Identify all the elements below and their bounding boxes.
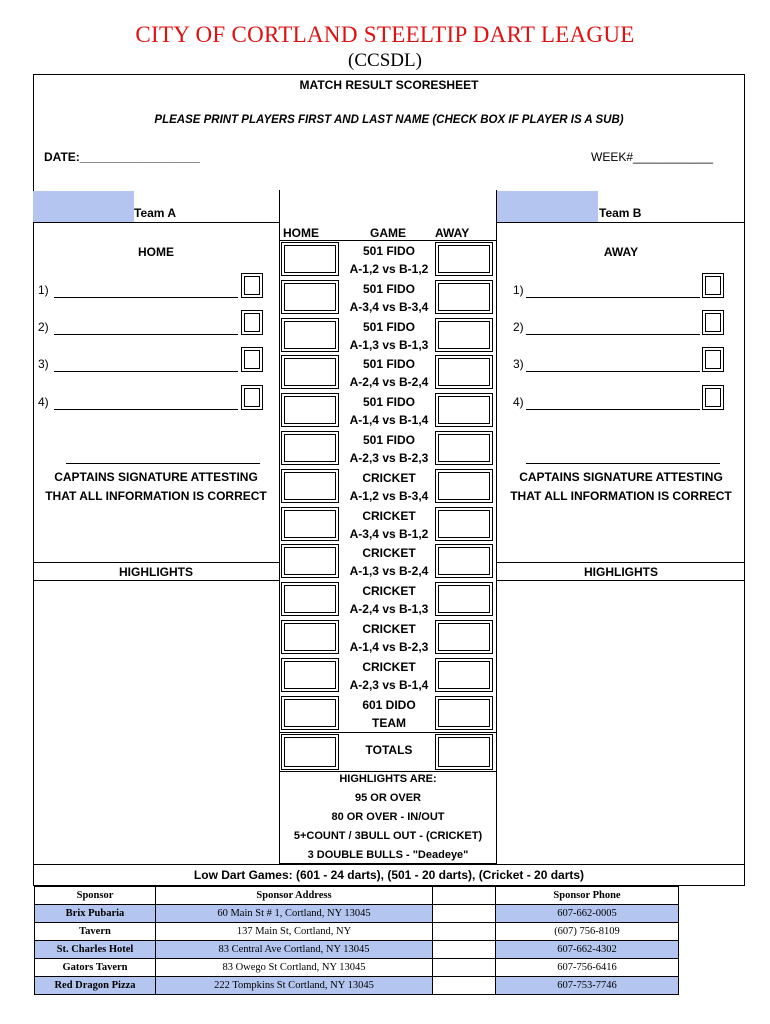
sponsor-row <box>35 941 679 959</box>
sponsor-address: 83 Owego St Cortland, NY 13045 <box>156 959 433 977</box>
sponsor-row <box>35 905 679 923</box>
team-a-player-3: 3) <box>38 357 49 371</box>
team-b-label: Team B <box>599 206 642 220</box>
team-a-signature-line[interactable] <box>66 463 260 464</box>
team-a-signature-text-1: CAPTAINS SIGNATURE ATTESTING <box>54 470 258 484</box>
team-b-player-3-sub-checkbox[interactable] <box>702 347 724 372</box>
team-b-player-4-line[interactable] <box>526 408 700 410</box>
highlights-info-line-1: HIGHLIGHTS ARE: <box>339 773 437 785</box>
team-a-player-2-sub-checkbox[interactable] <box>241 310 263 335</box>
game-matchup: A-3,4 vs B-1,2 <box>349 527 429 541</box>
away-score-box[interactable] <box>435 318 493 352</box>
away-score-box[interactable] <box>435 431 493 465</box>
team-b-player-4-sub-checkbox[interactable] <box>702 385 724 410</box>
away-score-box[interactable] <box>435 280 493 314</box>
highlights-info-line-3: 80 OR OVER - IN/OUT <box>331 811 445 823</box>
game-matchup: TEAM <box>372 716 406 730</box>
game-matchup: A-2,4 vs B-1,3 <box>349 602 429 616</box>
league-abbreviation: (CCSDL) <box>348 50 422 71</box>
low-dart-line <box>33 864 745 865</box>
team-b-player-2: 2) <box>513 320 524 334</box>
game-type: CRICKET <box>362 584 416 598</box>
home-totals-box[interactable] <box>281 734 339 770</box>
highlights-info-line-2: 95 OR OVER <box>354 792 422 804</box>
game-type: 501 FIDO <box>362 357 416 371</box>
game-matchup: A-1,2 vs B-1,2 <box>349 262 429 276</box>
team-a-side-label: HOME <box>138 245 174 259</box>
sponsor-phone-header: Sponsor Phone <box>496 887 679 905</box>
team-b-signature-text-2: THAT ALL INFORMATION IS CORRECT <box>510 489 732 503</box>
sponsor-header: Sponsor <box>35 887 156 905</box>
game-type: CRICKET <box>362 622 416 636</box>
home-score-box[interactable] <box>281 696 339 730</box>
game-matchup: A-1,3 vs B-1,3 <box>349 338 429 352</box>
game-type: 501 FIDO <box>362 282 416 296</box>
team-a-divider <box>279 190 280 772</box>
home-score-box[interactable] <box>281 507 339 541</box>
team-a-player-4-line[interactable] <box>54 408 238 410</box>
sponsor-name: Tavern <box>35 923 156 941</box>
team-a-player-3-line[interactable] <box>54 370 238 372</box>
home-score-box[interactable] <box>281 658 339 692</box>
away-score-box[interactable] <box>435 242 493 276</box>
away-score-box[interactable] <box>435 393 493 427</box>
away-totals-box[interactable] <box>435 734 493 770</box>
game-matchup: A-3,4 vs B-3,4 <box>349 300 429 314</box>
sponsor-name: Brix Pubaria <box>35 905 156 923</box>
game-matchup: A-1,4 vs B-2,3 <box>349 640 429 654</box>
sponsor-row <box>35 977 679 995</box>
team-a-player-1-sub-checkbox[interactable] <box>241 273 263 298</box>
team-a-highlights-line-bottom <box>33 580 279 581</box>
away-score-box[interactable] <box>435 658 493 692</box>
sponsor-name: Red Dragon Pizza <box>35 977 156 995</box>
away-score-box[interactable] <box>435 544 493 578</box>
team-b-signature-text-1: CAPTAINS SIGNATURE ATTESTING <box>519 470 723 484</box>
sponsor-row <box>35 959 679 977</box>
game-type: 501 FIDO <box>362 244 416 258</box>
game-matchup: A-1,2 vs B-3,4 <box>349 489 429 503</box>
team-a-player-4: 4) <box>38 395 49 409</box>
game-type: CRICKET <box>362 660 416 674</box>
team-a-label: Team A <box>134 206 177 220</box>
sponsor-blank-cell <box>433 959 496 977</box>
sponsor-name: St. Charles Hotel <box>35 941 156 959</box>
away-column-header: AWAY <box>435 226 470 240</box>
away-score-box[interactable] <box>435 620 493 654</box>
game-type: 601 DIDO <box>362 698 416 712</box>
home-score-box[interactable] <box>281 355 339 389</box>
home-score-box[interactable] <box>281 582 339 616</box>
sponsor-blank-cell <box>433 977 496 995</box>
home-score-box[interactable] <box>281 620 339 654</box>
sponsor-blank-cell <box>433 941 496 959</box>
sponsor-blank-cell <box>433 905 496 923</box>
home-score-box[interactable] <box>281 431 339 465</box>
team-b-color-swatch <box>497 191 598 222</box>
home-score-box[interactable] <box>281 469 339 503</box>
sponsor-phone: 607-756-6416 <box>496 959 679 977</box>
game-type: 501 FIDO <box>362 320 416 334</box>
center-header-line <box>279 240 496 241</box>
team-b-side-label: AWAY <box>603 245 639 259</box>
home-score-box[interactable] <box>281 280 339 314</box>
home-column-header: HOME <box>283 226 319 240</box>
team-b-player-3: 3) <box>513 357 524 371</box>
game-matchup: A-2,3 vs B-2,3 <box>349 451 429 465</box>
totals-label: TOTALS <box>365 743 413 757</box>
sponsor-phone: 607-662-4302 <box>496 941 679 959</box>
sponsor-header-row <box>35 887 679 905</box>
team-b-player-3-line[interactable] <box>526 370 700 372</box>
low-dart-games: Low Dart Games: (601 - 24 darts), (501 - 20 darts), (Cricket - 20 darts) <box>193 868 585 882</box>
game-column-header: GAME <box>370 226 406 240</box>
team-b-player-1-sub-checkbox[interactable] <box>702 273 724 298</box>
sheet-instructions: PLEASE PRINT PLAYERS FIRST AND LAST NAME (CHECK BOX IF PLAYER IS A SUB) <box>154 114 624 126</box>
team-a-player-4-sub-checkbox[interactable] <box>241 385 263 410</box>
sponsor-row <box>35 923 679 941</box>
away-score-box[interactable] <box>435 582 493 616</box>
sponsor-address: 222 Tompkins St Cortland, NY 13045 <box>156 977 433 995</box>
team-a-player-1: 1) <box>38 283 49 297</box>
game-matchup: A-1,3 vs B-2,4 <box>349 564 429 578</box>
sponsor-address-header: Sponsor Address <box>156 887 433 905</box>
team-a-player-2-line[interactable] <box>54 333 238 335</box>
team-a-color-swatch <box>33 191 134 222</box>
team-a-header-line <box>33 222 279 223</box>
sheet-heading: MATCH RESULT SCORESHEET <box>299 78 479 92</box>
team-b-player-1: 1) <box>513 283 524 297</box>
team-b-highlights-label: HIGHLIGHTS <box>584 565 658 579</box>
team-a-signature-text-2: THAT ALL INFORMATION IS CORRECT <box>45 489 267 503</box>
highlights-info-line-5: 3 DOUBLE BULLS - "Deadeye" <box>307 849 469 861</box>
sponsor-blank-cell <box>433 923 496 941</box>
game-matchup: A-2,3 vs B-1,4 <box>349 678 429 692</box>
home-score-box[interactable] <box>281 393 339 427</box>
home-score-box[interactable] <box>281 544 339 578</box>
sponsor-address: 60 Main St # 1, Cortland, NY 13045 <box>156 905 433 923</box>
team-a-highlights-line-top <box>33 562 279 563</box>
sponsor-name: Gators Tavern <box>35 959 156 977</box>
sponsor-phone: 607-753-7746 <box>496 977 679 995</box>
league-title: CITY OF CORTLAND STEELTIP DART LEAGUE <box>135 22 635 47</box>
totals-line-top <box>279 732 496 733</box>
sponsor-blank-header <box>433 887 496 905</box>
sponsor-table <box>34 886 679 995</box>
team-a-player-3-sub-checkbox[interactable] <box>241 347 263 372</box>
team-b-highlights-line-bottom <box>497 580 745 581</box>
team-b-player-2-line[interactable] <box>526 333 700 335</box>
team-b-player-4: 4) <box>513 395 524 409</box>
game-type: 501 FIDO <box>362 433 416 447</box>
date-field[interactable]: DATE:__________________ <box>44 150 200 164</box>
away-score-box[interactable] <box>435 355 493 389</box>
team-b-signature-line[interactable] <box>526 463 720 464</box>
home-score-box[interactable] <box>281 318 339 352</box>
away-score-box[interactable] <box>435 696 493 730</box>
game-type: CRICKET <box>362 509 416 523</box>
team-a-player-1-line[interactable] <box>54 296 238 298</box>
team-b-player-1-line[interactable] <box>526 296 700 298</box>
team-b-header-line <box>497 222 745 223</box>
sponsor-address: 83 Central Ave Cortland, NY 13045 <box>156 941 433 959</box>
game-type: 501 FIDO <box>362 395 416 409</box>
away-score-box[interactable] <box>435 507 493 541</box>
game-type: CRICKET <box>362 546 416 560</box>
team-a-player-2: 2) <box>38 320 49 334</box>
sponsor-phone: 607-662-0005 <box>496 905 679 923</box>
team-b-highlights-line-top <box>497 562 745 563</box>
game-type: CRICKET <box>362 471 416 485</box>
game-matchup: A-1,4 vs B-1,4 <box>349 413 429 427</box>
team-b-player-2-sub-checkbox[interactable] <box>702 310 724 335</box>
game-matchup: A-2,4 vs B-2,4 <box>349 375 429 389</box>
sponsor-address: 137 Main St, Cortland, NY <box>156 923 433 941</box>
sponsor-phone: (607) 756-8109 <box>496 923 679 941</box>
highlights-info-line-4: 5+COUNT / 3BULL OUT - (CRICKET) <box>293 830 483 842</box>
team-a-highlights-label: HIGHLIGHTS <box>119 565 193 579</box>
away-score-box[interactable] <box>435 469 493 503</box>
home-score-box[interactable] <box>281 242 339 276</box>
week-field[interactable]: WEEK#____________ <box>591 150 714 164</box>
